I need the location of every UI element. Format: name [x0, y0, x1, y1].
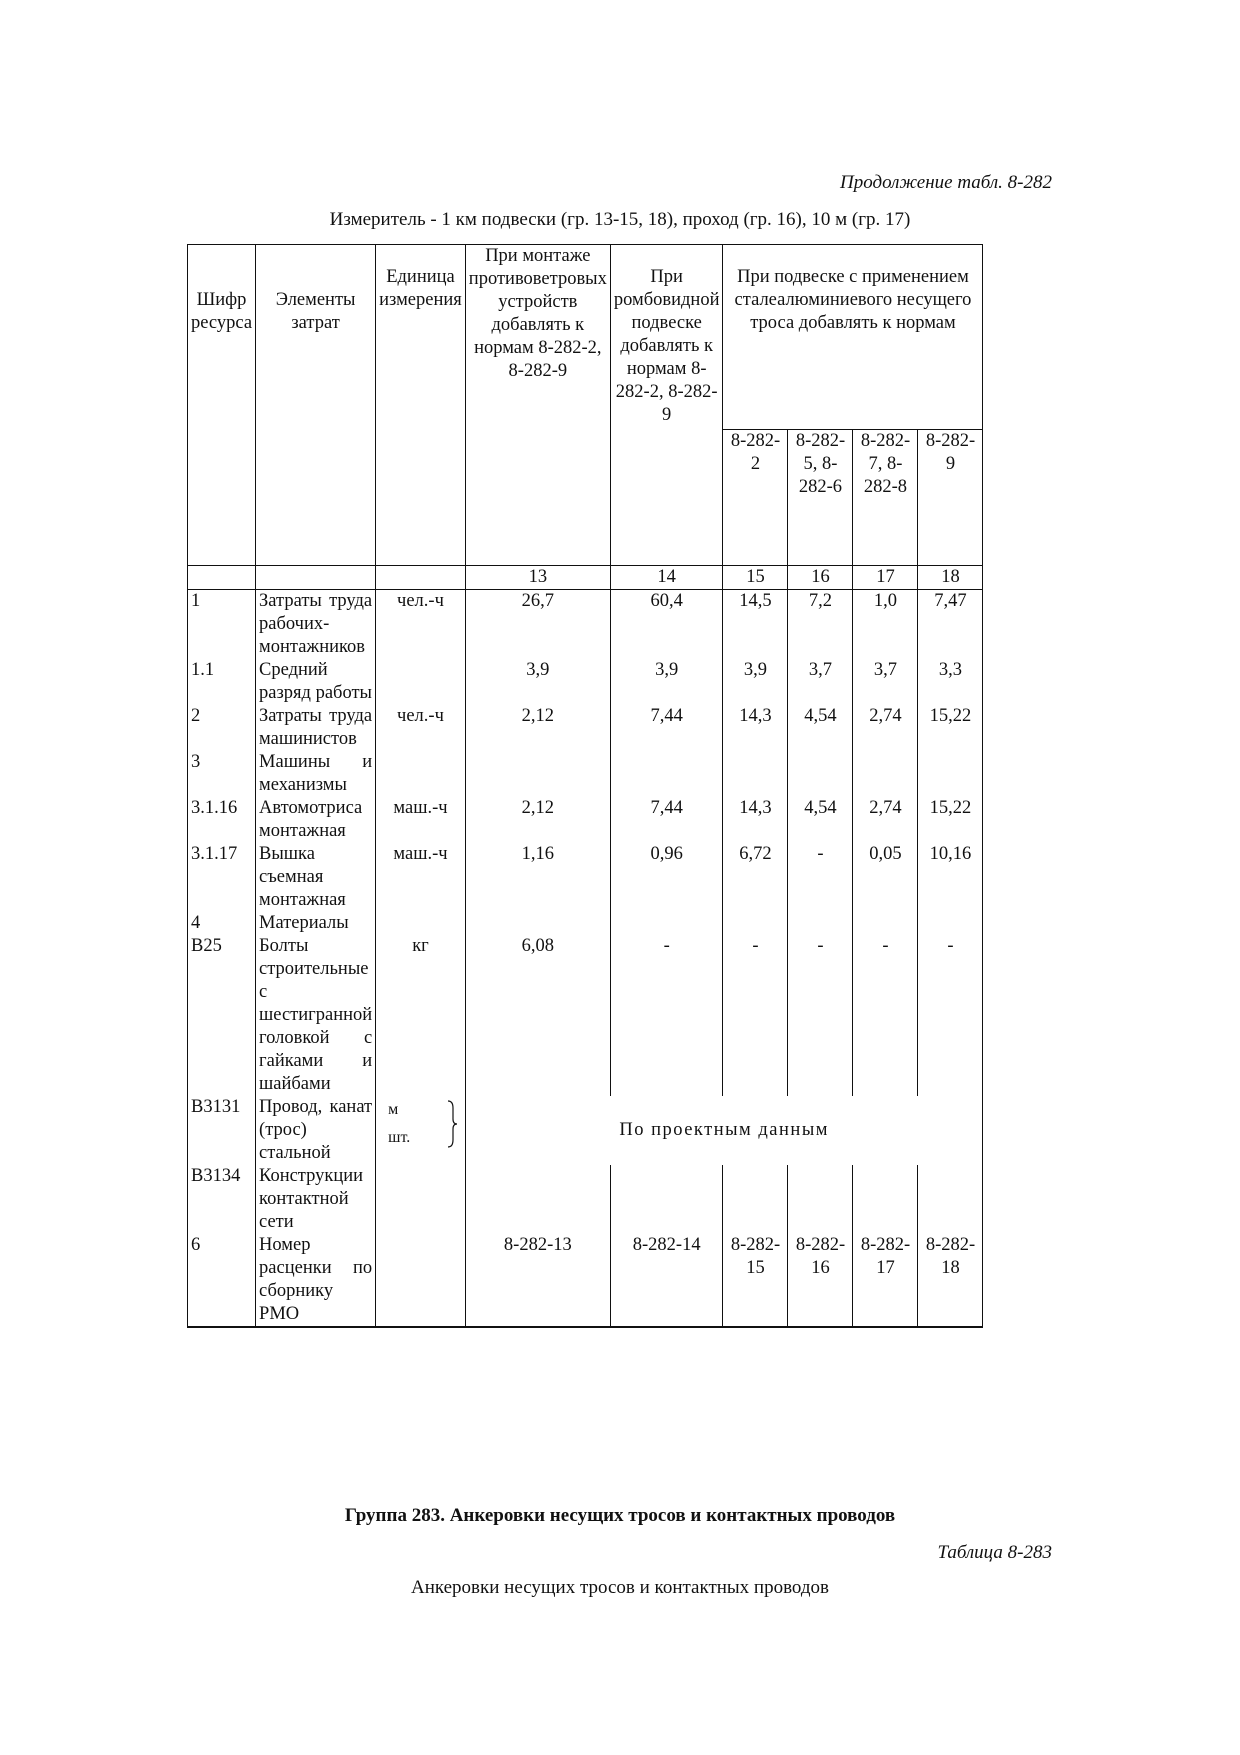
row-unit	[376, 659, 466, 705]
table-row	[188, 1096, 983, 1165]
header-sub17: 8-282-7, 8-282-8	[853, 430, 918, 566]
cell-value: 7,44	[610, 705, 723, 751]
row-code: 3	[188, 751, 256, 797]
header-code: Шифр ресурса	[188, 245, 256, 566]
cell-value: 3,7	[853, 659, 918, 705]
cell-value: 4,54	[788, 797, 853, 843]
cell-value: 8-282-17	[853, 1234, 918, 1327]
cell-value: 3,7	[788, 659, 853, 705]
row-name: Затраты труда рабочих-монтажников	[256, 590, 376, 660]
cell-value: 8-282-13	[465, 1234, 610, 1327]
row-unit	[376, 1096, 466, 1165]
cell-value: 2,12	[465, 797, 610, 843]
cell-value: 14,3	[723, 705, 788, 751]
cell-value	[918, 912, 983, 935]
cell-value	[788, 751, 853, 797]
continuation-label: Продолжение табл. 8-282	[839, 172, 1052, 193]
cell-value: 7,44	[610, 797, 723, 843]
cell-value	[853, 751, 918, 797]
row-code: В3134	[188, 1165, 256, 1234]
cell-value: 3,3	[918, 659, 983, 705]
row-code: 3.1.16	[188, 797, 256, 843]
header-unit: Единица измерения	[376, 245, 466, 566]
row-unit	[376, 1234, 466, 1327]
cell-value: 14,5	[723, 590, 788, 660]
cell-value: 15,22	[918, 705, 983, 751]
row-code: В3131	[188, 1096, 256, 1165]
table-row	[188, 705, 983, 751]
cell-value: 8-282-15	[723, 1234, 788, 1327]
row-name: Болты строительные с шестигранной головкой с гайками и шайбами	[256, 935, 376, 1096]
row-unit	[376, 1165, 466, 1234]
header-sub16: 8-282-5, 8-282-6	[788, 430, 853, 566]
cell-value: -	[788, 935, 853, 1096]
cell-value: 8-282-16	[788, 1234, 853, 1327]
header-elements: Элементы затрат	[256, 245, 376, 566]
cell-value: 2,12	[465, 705, 610, 751]
row-name: Средний разряд работы	[256, 659, 376, 705]
row-name: Затраты труда машинистов	[256, 705, 376, 751]
cell-value: 4,54	[788, 705, 853, 751]
cell-value	[610, 751, 723, 797]
cell-value: 7,47	[918, 590, 983, 660]
cell-value: 2,74	[853, 797, 918, 843]
curly-brace-icon	[447, 1100, 457, 1148]
row-name: Машины и механизмы	[256, 751, 376, 797]
table-row	[188, 590, 983, 660]
row-unit	[376, 751, 466, 797]
cell-value	[853, 912, 918, 935]
cell-value: -	[610, 935, 723, 1096]
unit-meter: м	[388, 1101, 399, 1118]
row-code: 1	[188, 590, 256, 660]
col-number-17: 17	[853, 566, 918, 590]
cell-value: 6,72	[723, 843, 788, 912]
header-col14: При ромбовидной подвеске добавлять к нормам 8-282-2, 8-282-9	[610, 245, 723, 566]
group-title: Группа 283. Анкеровки несущих тросов и контактных проводов	[344, 1505, 896, 1526]
header-group: При подвеске с применением сталеалюминиевого несущего троса добавлять к нормам	[723, 245, 983, 430]
meter-note: Измеритель - 1 км подвески (гр. 13-15, 18), проход (гр. 16), 10 м (гр. 17)	[329, 209, 911, 230]
header-col13: При монтаже противоветровых устройств добавлять к нормам 8-282-2, 8-282-9	[465, 245, 610, 566]
row-name: Вышка съемная монтажная	[256, 843, 376, 912]
row-code: 1.1	[188, 659, 256, 705]
cell-value: 8-282-18	[918, 1234, 983, 1327]
table-row	[188, 797, 983, 843]
cell-value	[723, 751, 788, 797]
row-name: Автомотриса монтажная	[256, 797, 376, 843]
table-row	[188, 1234, 983, 1327]
cell-value: 26,7	[465, 590, 610, 660]
cell-value: 0,05	[853, 843, 918, 912]
table-caption: Анкеровки несущих тросов и контактных проводов	[410, 1577, 830, 1598]
cell-value: 14,3	[723, 797, 788, 843]
row-code: 6	[188, 1234, 256, 1327]
cell-value: 0,96	[610, 843, 723, 912]
table-row	[188, 843, 983, 912]
row-unit: кг	[376, 935, 466, 1096]
row-unit	[376, 912, 466, 935]
cell-value: 3,9	[723, 659, 788, 705]
col-number-14: 14	[610, 566, 723, 590]
cell-value: 8-282-14	[610, 1234, 723, 1327]
row-unit: чел.-ч	[376, 705, 466, 751]
col-number-13: 13	[465, 566, 610, 590]
row-name: Материалы	[256, 912, 376, 935]
cell-value: 3,9	[465, 659, 610, 705]
row-unit: маш.-ч	[376, 843, 466, 912]
table-row	[188, 912, 983, 935]
row-name: Номер расценки по сборнику РМО	[256, 1234, 376, 1327]
cell-value: 60,4	[610, 590, 723, 660]
row-code: 2	[188, 705, 256, 751]
cell-value	[918, 751, 983, 797]
cell-value: -	[853, 935, 918, 1096]
cell-value: -	[788, 843, 853, 912]
cell-value: 15,22	[918, 797, 983, 843]
table-row	[188, 1165, 983, 1234]
cell-value	[723, 912, 788, 935]
norms-table	[187, 244, 983, 1328]
table-row	[188, 935, 983, 1096]
col-number-16: 16	[788, 566, 853, 590]
cell-value: 7,2	[788, 590, 853, 660]
col-number-15: 15	[723, 566, 788, 590]
row-unit: маш.-ч	[376, 797, 466, 843]
row-name: Конструкции контактной сети	[256, 1165, 376, 1234]
unit-piece: шт.	[388, 1129, 411, 1146]
row-code: 4	[188, 912, 256, 935]
header-sub15: 8-282-2	[723, 430, 788, 566]
table-row	[188, 751, 983, 797]
cell-value: 6,08	[465, 935, 610, 1096]
table-row	[188, 659, 983, 705]
cell-value: 10,16	[918, 843, 983, 912]
cell-value	[465, 751, 610, 797]
row-code: В25	[188, 935, 256, 1096]
cell-value	[465, 912, 610, 935]
cell-value: 1,16	[465, 843, 610, 912]
table-label: Таблица 8-283	[937, 1542, 1052, 1563]
row-unit: чел.-ч	[376, 590, 466, 660]
cell-value	[610, 912, 723, 935]
cell-value: -	[918, 935, 983, 1096]
col-number-18: 18	[918, 566, 983, 590]
cell-value: 1,0	[853, 590, 918, 660]
merged-design-data: По проектным данным	[465, 1096, 983, 1165]
header-sub18: 8-282-9	[918, 430, 983, 566]
cell-value: 2,74	[853, 705, 918, 751]
row-name: Провод, канат (трос) стальной	[256, 1096, 376, 1165]
cell-value: 3,9	[610, 659, 723, 705]
row-code: 3.1.17	[188, 843, 256, 912]
cell-value	[788, 912, 853, 935]
cell-value: -	[723, 935, 788, 1096]
